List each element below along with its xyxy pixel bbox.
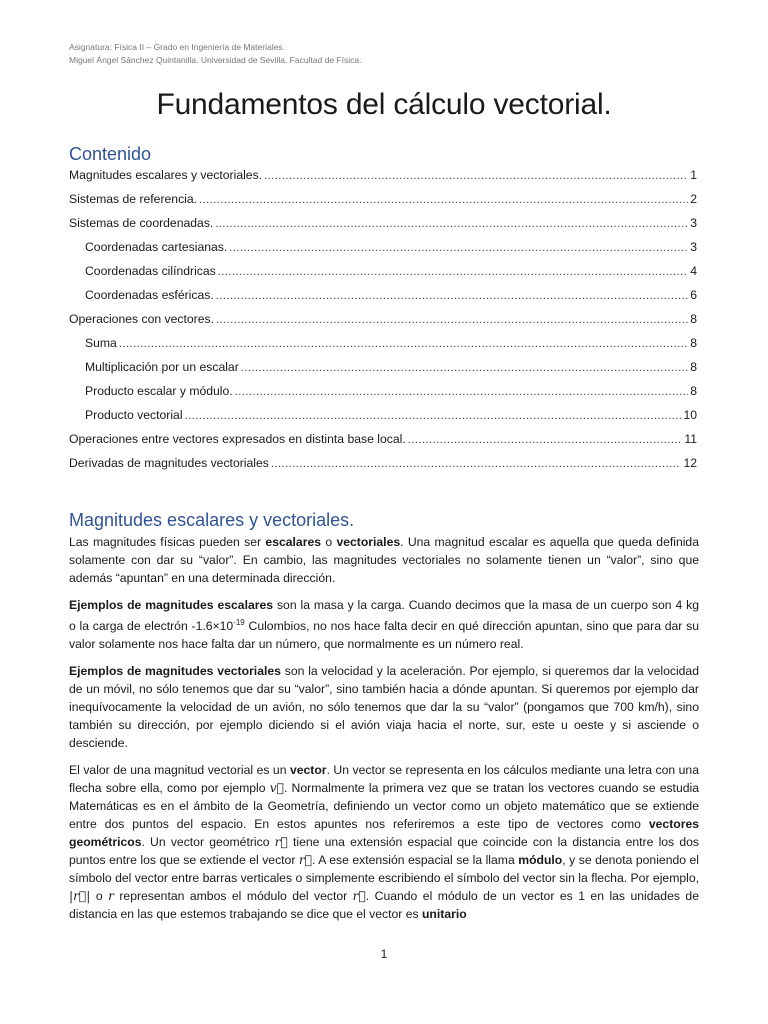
toc-entry[interactable] <box>69 432 697 456</box>
toc-entry-page: 8 <box>690 384 697 398</box>
text-run: , y se denota poniendo el símbolo del vector entre barras verticales o simplemente escribiendo el símbolo del vector sin la flecha. Por ejemplo, <box>69 853 700 886</box>
toc-entry-label: Operaciones entre vectores expresados en distinta base local. <box>69 432 406 446</box>
toc-leader <box>216 314 688 326</box>
toc-entry-page: 2 <box>690 192 697 206</box>
toc-heading: Contenido <box>69 144 152 164</box>
toc-entry-label: Multiplicación por un escalar <box>85 360 239 374</box>
toc-entry-page: 3 <box>690 240 697 254</box>
toc-subentry[interactable] <box>69 288 697 312</box>
bold-term: módulo <box>518 853 563 868</box>
toc-entry-label: Sistemas de referencia. <box>69 192 198 206</box>
vector-symbol: r⃗ <box>274 835 288 850</box>
toc-entry-page: 1 <box>690 168 697 182</box>
toc-entry-label: Suma <box>85 336 117 350</box>
toc-entry[interactable] <box>69 216 697 240</box>
vector-symbol: v⃗ <box>269 781 284 796</box>
toc-entry-label: Operaciones con vectores. <box>69 312 214 326</box>
text-run: . Cuando el módulo de un vector es 1 en las unidades de distancia en las que estemos trabajando se dice que el vector es <box>69 889 699 922</box>
paragraph <box>69 533 699 587</box>
section-heading: Magnitudes escalares y vectoriales. <box>69 510 355 530</box>
text-run: Las magnitudes físicas pueden ser <box>69 535 266 549</box>
toc-entry[interactable] <box>69 168 697 192</box>
text-run: o <box>90 889 109 904</box>
header-course-line: Asignatura: Física II – Grado en Ingeniería de Materiales. <box>69 42 285 52</box>
text-run: El valor de una magnitud vectorial es un <box>69 763 290 778</box>
toc-leader <box>215 218 688 230</box>
toc-leader <box>264 170 688 182</box>
toc-entry-page: 12 <box>683 456 697 470</box>
text-run: . Un vector geométrico <box>141 835 275 850</box>
toc-leader <box>216 290 689 302</box>
page-header <box>69 41 361 67</box>
bold-term: unitario <box>421 907 467 922</box>
toc-subentry[interactable] <box>69 240 697 264</box>
toc-entry-label: Magnitudes escalares y vectoriales. <box>69 168 263 182</box>
toc-leader <box>218 266 688 278</box>
page-number: 1 <box>380 947 388 961</box>
text-run: . Una magnitud escalar es aquella que queda definida solamente con dar su “valor”. En cambio, las magnitudes vectoriales no solamente tienen un “valor”, sino que además “apuntan” en una determinada dirección. <box>69 535 699 585</box>
bold-term: vectores geométricos <box>69 817 699 850</box>
toc-entry-label: Sistemas de coordenadas. <box>69 216 214 230</box>
text-run: . Normalmente la primera vez que se tratan los vectores cuando se estudia Matemáticas es en el ámbito de la Geometría, definiendo un vector como un objeto matemático que se extiende entre dos puntos del espacio. En estos apuntes nos referiremos a este tipo de vectores como <box>69 781 699 832</box>
toc-leader <box>119 338 688 350</box>
toc-leader <box>241 362 688 374</box>
bold-term: escalares <box>265 535 321 549</box>
text-run: tiene una extensión espacial que coincide con la distancia entre los dos puntos entre los que se extiende el vector <box>69 835 699 868</box>
toc-entry-page: 11 <box>684 432 697 446</box>
toc-entry-label: Coordenadas cilíndricas <box>85 264 216 278</box>
header-author-line: Miguel Ángel Sánchez Quintanilla. Universidad de Sevilla. Facultad de Física. <box>69 55 362 65</box>
vector-symbol: r⃗ <box>298 853 313 868</box>
paragraph <box>69 596 699 653</box>
text-run: representan ambos el módulo del vector <box>113 889 353 904</box>
toc-entry[interactable] <box>69 456 697 480</box>
toc-leader <box>229 242 688 254</box>
text-run: o <box>321 535 337 549</box>
text-run: son la velocidad y la aceleración. Por ejemplo, si queremos dar la velocidad de un móvil, no sólo tenemos que dar su “valor”, sino también hacia a dónde apuntan. Si queremos por ejemplo dar inequívocamente la velocidad de un avión, no sólo tenemos que dar la su “valor” (pongamos que 700 km/h), sino también su dirección, por ejemplo diciendo si el avión viaja hacia el norte, sur, este u oeste y si asciende o desciende. <box>69 664 699 751</box>
toc-subentry[interactable] <box>69 360 697 384</box>
toc-entry-page: 8 <box>690 312 697 326</box>
exponent: -19 <box>233 618 245 627</box>
toc-entry-label: Coordenadas cartesianas. <box>85 240 228 254</box>
toc-entry[interactable] <box>69 312 697 336</box>
bold-term: vector <box>289 763 327 778</box>
toc-leader <box>271 458 682 470</box>
toc-entry-page: 3 <box>690 216 697 230</box>
toc-entry[interactable] <box>69 192 697 216</box>
text-run: son la masa y la carga. Cuando decimos que la masa de un cuerpo son 4 kg o la carga de electrón -1.6×10 <box>69 598 699 634</box>
text-run: . Un vector se representa en los cálculos mediante una letra con una flecha sobre ella, como por ejemplo <box>69 763 699 796</box>
text-run: . A ese extensión espacial se la llama <box>312 853 519 868</box>
toc-entry-page: 4 <box>690 264 697 278</box>
toc-subentry[interactable] <box>69 264 697 288</box>
toc-entry-page: 10 <box>683 408 697 422</box>
toc-subentry[interactable] <box>69 408 697 432</box>
toc-entry-label: Derivadas de magnitudes vectoriales <box>69 456 269 470</box>
vector-symbol: |r⃗| <box>69 889 91 904</box>
table-of-contents <box>69 168 697 480</box>
text-run: Culombios, no nos hace falta decir en qué dirección apuntan, sino que para dar su valor solamente nos hace falta dar un número, que normalmente es un número real. <box>69 619 699 652</box>
toc-entry-label: Producto escalar y módulo. <box>85 384 233 398</box>
toc-leader <box>185 410 682 422</box>
toc-entry-label: Coordenadas esféricas. <box>85 288 214 302</box>
section-body <box>69 533 699 932</box>
toc-entry-page: 6 <box>690 288 697 302</box>
toc-entry-label: Producto vectorial <box>85 408 183 422</box>
bold-term: vectoriales <box>336 535 401 549</box>
toc-subentry[interactable] <box>69 384 697 408</box>
paragraph <box>69 662 699 752</box>
bold-term: Ejemplos de magnitudes escalares <box>69 598 274 612</box>
toc-leader <box>199 194 688 206</box>
toc-leader <box>408 434 683 446</box>
bold-term: Ejemplos de magnitudes vectoriales <box>69 664 281 679</box>
vector-symbol: r⃗ <box>352 889 366 904</box>
toc-leader <box>235 386 689 398</box>
document-title: Fundamentos del cálculo vectorial. <box>156 88 612 121</box>
paragraph <box>69 761 699 923</box>
vector-symbol: r <box>108 889 114 904</box>
toc-entry-page: 8 <box>690 360 697 374</box>
toc-entry-page: 8 <box>690 336 697 350</box>
toc-subentry[interactable] <box>69 336 697 360</box>
